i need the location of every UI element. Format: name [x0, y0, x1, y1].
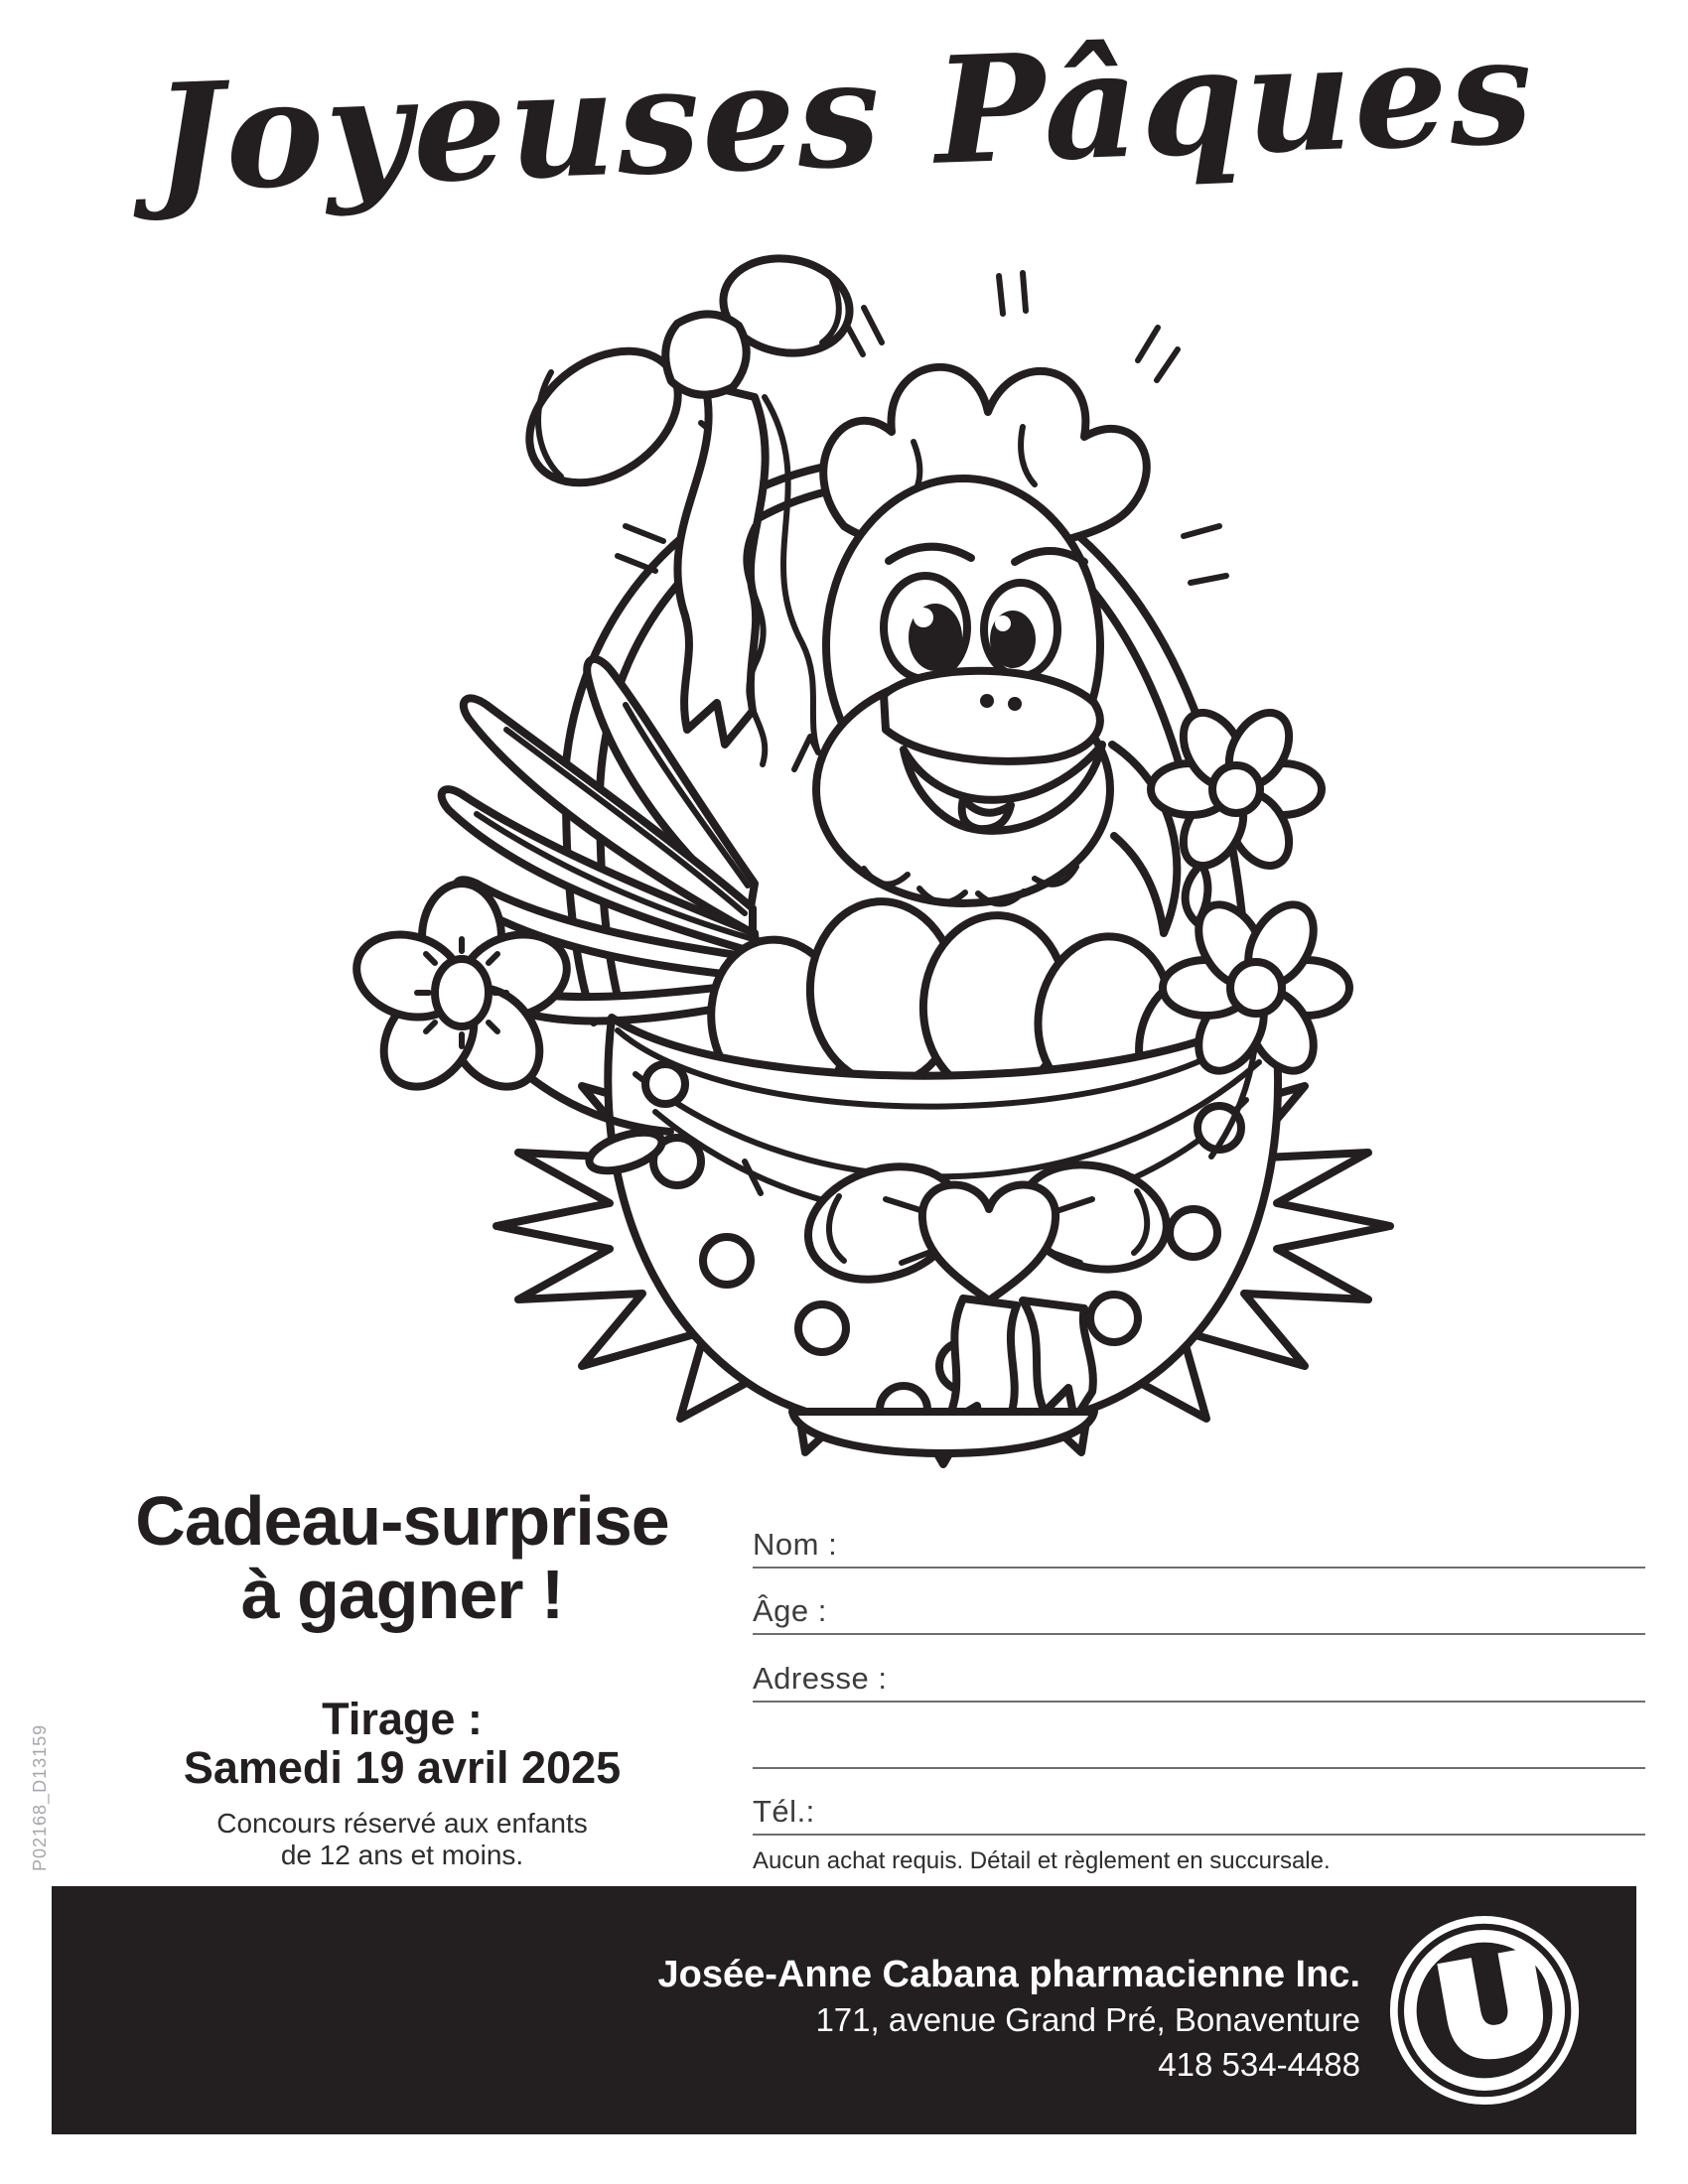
gift-headline-line2: à gagner !	[240, 1556, 564, 1633]
page-title: Joyeuses Pâques	[151, 3, 1537, 225]
easter-basket-illustration	[328, 228, 1470, 1489]
pharmacy-address: 171, avenue Grand Pré, Bonaventure	[815, 2001, 1360, 2038]
age-field-label: Âge :	[753, 1593, 827, 1628]
uniprix-logo-icon	[1388, 1914, 1581, 2107]
contest-disclaimer: Aucun achat requis. Détail et règlement en succursale.	[753, 1847, 1331, 1874]
eligibility-note	[55, 1808, 750, 1871]
coloring-art	[328, 228, 1470, 1489]
eligibility-line1: Concours réservé aux enfants	[216, 1808, 588, 1839]
draw-label: Tirage :	[322, 1694, 483, 1744]
pharmacy-name: Josée-Anne Cabana pharmacienne Inc.	[657, 1954, 1360, 1995]
promo-block	[55, 1484, 750, 1871]
phone-field-label: Tél.:	[753, 1794, 815, 1829]
pharmacy-phone: 418 534-4488	[1158, 2046, 1360, 2083]
name-input-line[interactable]	[753, 1567, 1645, 1569]
chick-icon	[816, 367, 1177, 933]
print-code: P02168_D13159	[30, 1723, 50, 1871]
name-field-label: Nom :	[753, 1527, 838, 1562]
draw-date: Samedi 19 avril 2025	[183, 1742, 622, 1793]
handle-bow-icon	[504, 249, 857, 769]
eligibility-line2: de 12 ans et moins.	[280, 1840, 524, 1870]
draw-info	[55, 1695, 750, 1792]
address-input-line[interactable]	[753, 1701, 1645, 1703]
address-field-label: Adresse :	[753, 1661, 888, 1696]
basket-foot-icon	[792, 1412, 1094, 1453]
address-input-line-2[interactable]	[753, 1767, 1645, 1769]
gift-headline	[55, 1484, 750, 1631]
phone-input-line[interactable]	[753, 1834, 1645, 1836]
age-input-line[interactable]	[753, 1633, 1645, 1635]
gift-headline-line1: Cadeau-surprise	[135, 1482, 669, 1560]
pharmacy-info	[658, 1952, 1360, 2087]
